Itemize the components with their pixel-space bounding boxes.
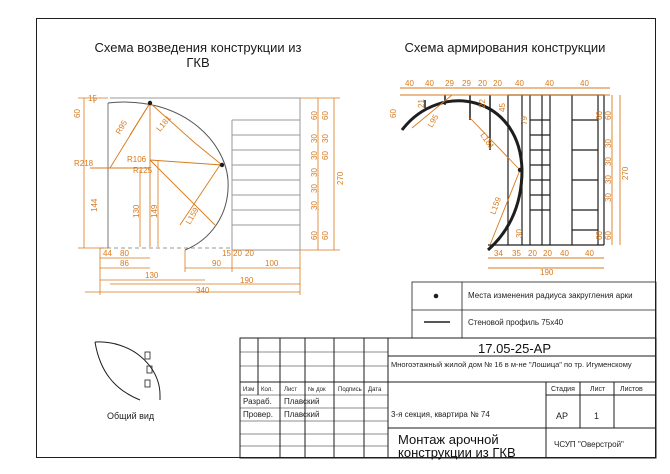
doc-code: 17.05-25-АР — [478, 341, 551, 356]
right-scheme — [389, 79, 630, 277]
general-view-label: Общий вид — [107, 411, 155, 421]
rd-bot-3: 20 — [543, 249, 552, 258]
dim-b20b: 20 — [245, 249, 254, 258]
radius-change-point — [148, 101, 152, 105]
rd-bot-2: 20 — [528, 249, 537, 258]
hdr-izm: Изм — [243, 387, 255, 393]
rd-rs60d: 60 — [595, 231, 604, 240]
dim-b86: 86 — [120, 259, 129, 268]
left-title: Схема возведения конструкции из ГКВ — [94, 40, 302, 70]
rd-total190: 190 — [540, 268, 554, 277]
dim-rs60c: 60 — [321, 111, 330, 120]
legend-profile-label: Стеновой профиль 75x40 — [468, 318, 564, 327]
dim-left-60: 60 — [73, 109, 82, 118]
dim-rs60a: 60 — [310, 111, 319, 120]
dim-v130: 130 — [132, 204, 141, 218]
radius-change-point — [220, 163, 224, 167]
hdr-date: Дата — [368, 387, 382, 393]
project-name: Многоэтажный жилой дом № 16 в м-не "Лошица" по тр. Игуменскому — [391, 360, 632, 369]
dim-r106: R106 — [127, 155, 147, 164]
dim-r125: R125 — [133, 166, 153, 175]
rd-rs30d: 30 — [604, 193, 613, 202]
dim-rs30a: 30 — [310, 134, 319, 143]
rd-top-1: 40 — [425, 79, 434, 88]
dim-rs60b: 60 — [310, 231, 319, 240]
dim-v149: 149 — [150, 204, 159, 218]
name-developer: Плавский — [284, 397, 320, 406]
rd-rs60b: 60 — [604, 231, 613, 240]
dim-b44: 44 — [103, 249, 112, 258]
stage-header: Стадия — [551, 386, 575, 393]
dim-r95: R95 — [113, 118, 130, 136]
rd-left60: 60 — [389, 109, 398, 118]
rd-l95: L95 — [425, 112, 441, 129]
dim-b100: 100 — [265, 259, 279, 268]
dim-rs60e: 60 — [321, 231, 330, 240]
dim-b20a: 20 — [233, 249, 242, 258]
dim-rs30d: 30 — [310, 184, 319, 193]
hdr-sign: Подпись — [338, 387, 362, 393]
dim-r218: R218 — [74, 159, 94, 168]
rd-l159: L159 — [488, 195, 503, 216]
hdr-list: Лист — [284, 387, 298, 393]
hdr-doc: № док — [308, 387, 326, 393]
rd-l181: L181 — [478, 130, 496, 151]
hdr-kol: Кол. — [261, 387, 273, 393]
dim-l159: L159 — [183, 206, 201, 226]
rd-bot-0: 34 — [494, 249, 503, 258]
dim-rs30f: 30 — [321, 134, 330, 143]
dim-l181: L181 — [154, 113, 173, 134]
organization: ЧСУП "Оверстрой" — [554, 440, 624, 449]
stage-value: АР — [556, 411, 569, 421]
dim-b130: 130 — [145, 271, 159, 280]
rd-rs30c: 30 — [604, 175, 613, 184]
dim-v144: 144 — [90, 198, 99, 212]
rd-top-2: 29 — [445, 79, 454, 88]
rd-bot-4: 40 — [560, 249, 569, 258]
dim-b340: 340 — [196, 286, 210, 295]
legend-points-label: Места изменения радиуса закругления арки — [468, 291, 633, 300]
rd-l79: 79 — [520, 116, 529, 125]
drawing-title: Монтаж арочной конструкции из ГКВ — [398, 432, 516, 460]
dim-b90: 90 — [212, 259, 221, 268]
rd-top-8: 40 — [580, 79, 589, 88]
rd-l22: 22 — [478, 99, 487, 108]
rd-rs60c: 60 — [595, 111, 604, 120]
legend-point-icon — [434, 294, 439, 299]
rd-rs30b: 30 — [604, 157, 613, 166]
rd-l30: 30 — [515, 229, 524, 238]
rd-top-3: 29 — [462, 79, 471, 88]
rd-top-5: 20 — [493, 79, 502, 88]
dim-rs30c: 30 — [310, 168, 319, 177]
role-checker: Провер. — [243, 410, 273, 419]
sheets-header: Листов — [620, 386, 643, 393]
rd-top-7: 40 — [545, 79, 554, 88]
dim-total270: 270 — [336, 171, 345, 185]
dim-rs30b: 30 — [310, 151, 319, 160]
dim-b80: 80 — [120, 249, 129, 258]
name-checker: Плавский — [284, 410, 320, 419]
radius-change-point — [518, 168, 522, 172]
dim-b15: 15 — [222, 249, 231, 258]
general-view-sketch — [95, 342, 160, 400]
rd-top-0: 40 — [405, 79, 414, 88]
rd-top-6: 40 — [515, 79, 524, 88]
dim-b190: 190 — [240, 276, 254, 285]
rd-r21: 21 — [417, 99, 426, 108]
role-developer: Разраб. — [243, 397, 272, 406]
right-title: Схема армирования конструкции — [404, 40, 606, 55]
left-scheme — [73, 94, 345, 295]
rd-bot-5: 40 — [585, 249, 594, 258]
rd-total270: 270 — [621, 166, 630, 180]
dim-rs30e: 30 — [310, 201, 319, 210]
sheet-header: Лист — [590, 386, 606, 393]
sheet-value: 1 — [594, 411, 600, 421]
dim-left-15: 15 — [88, 94, 97, 103]
rd-bot-1: 35 — [512, 249, 521, 258]
rd-top-4: 20 — [478, 79, 487, 88]
dim-rs60d: 60 — [321, 151, 330, 160]
rd-l45: 45 — [498, 103, 507, 112]
rd-rs60a: 60 — [604, 111, 613, 120]
section-info: 3-я секция, квартира № 74 — [391, 410, 490, 419]
rd-rs30a: 30 — [604, 139, 613, 148]
